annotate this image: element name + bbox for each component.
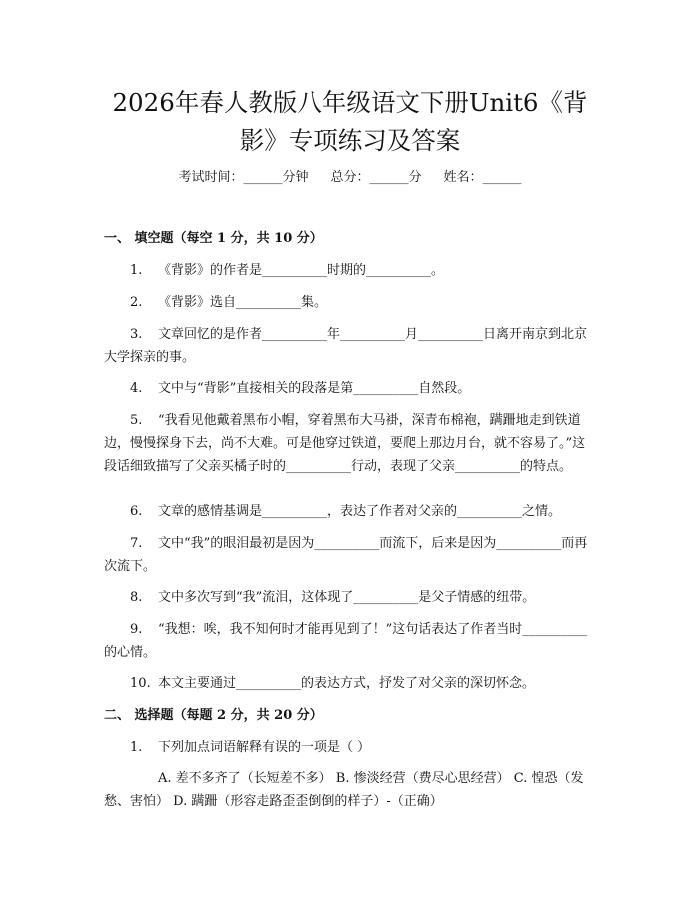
title-line-1: 2026年春人教版八年级语文下册Unit6《背 [112,88,588,117]
exam-time: 考试时间：______分钟 [178,170,309,185]
question-text: “我看见他戴着黑布小帽，穿着黑布大马褂，深青布棉袍，蹒跚地走到铁道边，慢慢探身下去，尚不大难。可是他穿过铁道，要爬上那边月台，就不容易了。”这段话细致描写了父亲买橘子时的__________行动，表现了父亲__________的特点。 [104,413,586,474]
total-score: 总分：______分 [330,170,422,185]
question-item [104,323,598,369]
question-item [104,500,598,523]
question-number: 5. [130,413,143,428]
question-text: 文中与“背影”直接相关的段落是第__________自然段。 [158,381,471,396]
question-text: 本文主要通过__________的表达方式，抒发了对父亲的深切怀念。 [158,676,536,691]
title-line-2: 影》专项练习及答案 [239,126,461,155]
student-name: 姓名：______ [443,170,522,185]
section-heading-multiple-choice: 二、 选择题（每题 2 分，共 20 分） [104,708,323,723]
question-item [104,291,598,314]
question-item [104,532,598,578]
question-number: 6. [130,504,143,519]
question-text: 《背影》的作者是__________时期的__________。 [158,263,445,278]
question-number: 9. [130,622,143,637]
answer-options [104,767,598,813]
question-number: 10. [130,676,151,691]
question-number: 8. [130,590,143,605]
question-item [104,259,598,282]
section-heading-fill-blank: 一、 填空题（每空 1 分，共 10 分） [104,231,323,246]
question-item [104,377,598,400]
question-number: 1. [130,740,143,755]
question-number: 4. [130,381,143,396]
question-text: 文中多次写到“我”流泪，这体现了__________是父子情感的纽带。 [158,590,536,605]
question-text: “我想：唉，我不知何时才能再见到了！”这句话表达了作者当时__________的心情。 [104,622,588,660]
question-item [104,618,598,664]
question-item [104,736,598,759]
question-text: 下列加点词语解释有误的一项是（ ） [158,740,371,755]
question-text: 文章回忆的是作者__________年__________月__________日离开南京到北京大学探亲的事。 [104,327,588,365]
document-title [60,84,640,160]
question-item [104,409,598,478]
question-item [104,672,598,695]
question-item [104,586,598,609]
question-text: 文章的感情基调是__________，表达了作者对父亲的__________之情。 [158,504,562,519]
question-number: 1. [130,263,143,278]
question-text: 文中“我”的眼泪最初是因为__________而流下，后来是因为__________而再次流下。 [104,536,588,574]
options-text: A. 差不多齐了（长短差不多） B. 惨淡经营（费尽心思经营） C. 惶恐（发愁、害怕） D. 蹒跚（形容走路歪歪倒倒的样子）-（正确） [104,771,584,809]
question-number: 3. [130,327,143,342]
question-number: 2. [130,295,143,310]
question-number: 7. [130,536,143,551]
question-text: 《背影》选自__________集。 [158,295,328,310]
exam-meta [0,169,700,187]
